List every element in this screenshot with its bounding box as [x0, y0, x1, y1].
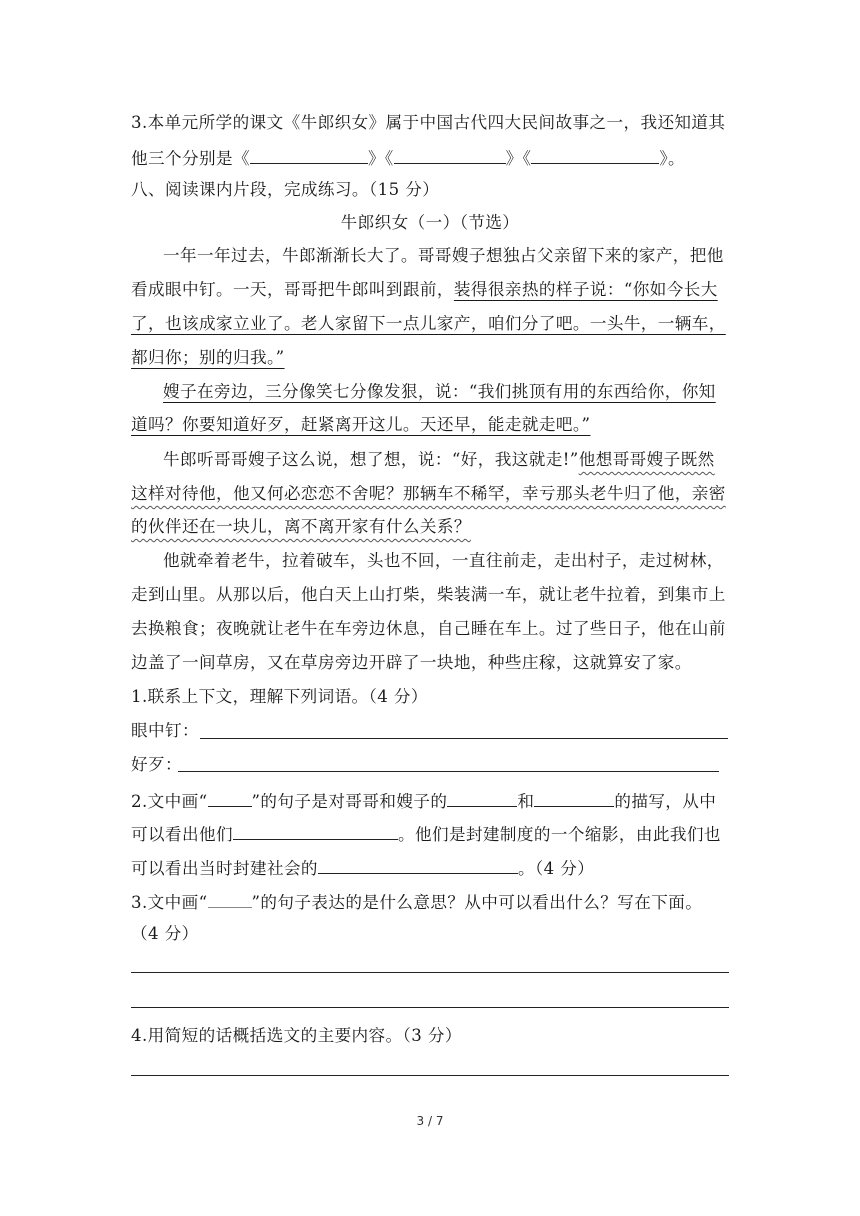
q2-line2: 可以看出他们 。他们是封建制度的一个缩影，由此我们也	[131, 822, 731, 845]
answer-line-q3-1[interactable]	[131, 972, 729, 973]
q1-prompt: 1.联系上下文，理解下列词语。（4 分）	[131, 687, 428, 706]
passage-p3-line3: 的伙伴还在一块儿，离不离开家有什么关系？	[131, 517, 471, 536]
passage-p1-line1: 一年一年过去，牛郎渐渐长大了。哥哥嫂子想独占父亲留下来的家产，把他	[163, 246, 724, 265]
wavy-marked-sentence: 他想哥哥嫂子既然	[578, 450, 715, 469]
answer-line-term1[interactable]	[200, 738, 728, 739]
q2-line1: 2.文中画“ ”的句子是对哥哥和嫂子的 和 的描写，从中	[131, 789, 731, 812]
passage-p3-line2: 这样对待他，他又何必恋恋不舍呢？那辆车不稀罕，幸亏那头老牛归了他，亲密	[131, 484, 726, 503]
q1-term2: 好歹：	[131, 755, 182, 774]
q3-line1: 3.文中画“ ”的句子表达的是什么意思？从中可以看出什么？写在下面。	[131, 890, 731, 913]
q2-line3: 可以看出当时封建社会的 。（4 分）	[131, 856, 731, 879]
answer-blank[interactable]	[534, 789, 614, 807]
q3-prev-line1: 3.本单元所学的课文《牛郎织女》属于中国古代四大民间故事之一，我还知道其	[131, 113, 726, 132]
answer-blank[interactable]	[447, 789, 517, 807]
q1-term1: 眼中钉：	[131, 721, 199, 740]
marker-blank	[208, 789, 252, 807]
q3-line2: （4 分）	[131, 924, 199, 943]
answer-blank[interactable]	[233, 822, 398, 840]
passage-p1-line4: 都归你；别的归我。”	[131, 348, 285, 367]
page-number: 3 / 7	[416, 1114, 444, 1128]
passage-title: 牛郎织女（一）（节选）	[340, 213, 520, 232]
answer-blank[interactable]	[318, 856, 518, 874]
passage-p4-line3: 去换粮食；夜晚就让老牛在车旁边休息，自己睡在车上。过了些日子，他在山前	[131, 619, 726, 638]
section-8-heading: 八、阅读课内片段，完成练习。（15 分）	[131, 180, 440, 199]
passage-p4-line1: 他就牵着老牛，拉着破车，头也不回，一直往前走，走出村子，走过树林，	[163, 551, 724, 570]
q3-prev-line2: 他三个分别是《 》《 》《 》。	[131, 146, 731, 169]
q4-prompt: 4.用简短的话概括选文的主要内容。（3 分）	[131, 1026, 462, 1045]
passage-p1-line2: 看成眼中钉。一天，哥哥把牛郎叫到跟前，装得很亲热的样子说：“你如今长大	[131, 280, 718, 299]
passage-p4-line4: 边盖了一间草房，又在草房旁边开辟了一块地，种些庄稼，这就算安了家。	[131, 653, 692, 672]
passage-p2-line2: 道吗？你要知道好歹，赶紧离开这儿。天还早，能走就走吧。”	[131, 415, 591, 434]
marked-sentence: 装得很亲热的样子说：“你如今长大	[453, 280, 718, 299]
answer-blank[interactable]	[250, 146, 368, 164]
passage-p1-line3: 了，也该成家立业了。老人家留下一点儿家产，咱们分了吧。一头牛，一辆车，	[131, 314, 726, 333]
passage-p3-line1: 牛郎听哥哥嫂子这么说，想了想，说：“好，我这就走!”他想哥哥嫂子既然	[163, 450, 715, 469]
answer-line-q4[interactable]	[131, 1075, 729, 1076]
answer-line-term2[interactable]	[178, 771, 719, 772]
passage-p2-line1: 嫂子在旁边，三分像笑七分像发狠，说：“我们挑顶有用的东西给你，你知	[163, 382, 716, 401]
marker-blank	[208, 890, 252, 908]
passage-p4-line2: 走到山里。从那以后，他白天上山打柴，柴装满一车，就让老牛拉着，到集市上	[131, 585, 726, 604]
answer-blank[interactable]	[531, 146, 659, 164]
answer-blank[interactable]	[394, 146, 506, 164]
answer-line-q3-2[interactable]	[131, 1007, 729, 1008]
